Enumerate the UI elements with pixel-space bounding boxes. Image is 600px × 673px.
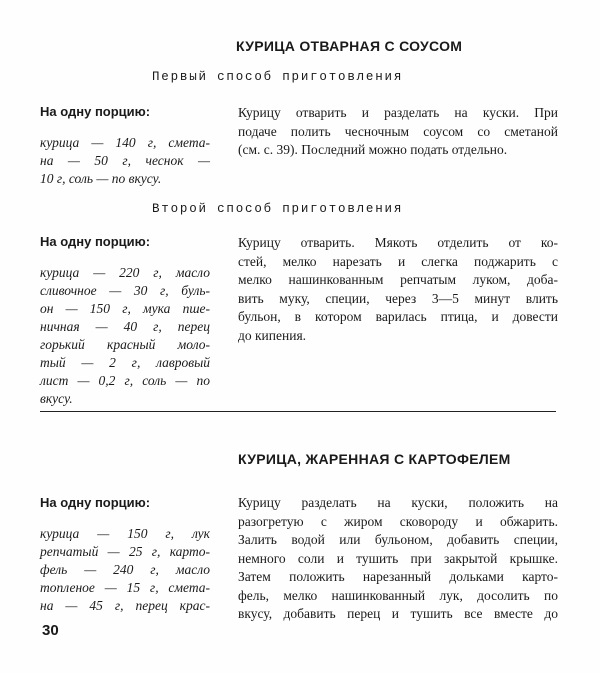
text-line: вить муку, специи, через 3—5 минут влить [238, 290, 558, 306]
recipe-title: КУРИЦА ОТВАРНАЯ С СОУСОМ [236, 38, 463, 54]
ingredient-line: на — 50 г, чеснок — [40, 153, 210, 168]
text-line: (см. с. 39). Последний можно подать отдельно. [238, 142, 508, 157]
ingredient-line: на — 45 г, перец крас- [40, 598, 210, 613]
text-line: немного соли и тушить при закрытой крышке. [238, 550, 558, 566]
ingredient-line: курица — 140 г, смета- [40, 135, 210, 150]
text-line: фель, мелко нашинкованный лук, досолить по [238, 587, 558, 603]
text-line: вкусу, добавить перец и тушить все вместе до [238, 606, 558, 621]
ingredients-list [40, 134, 210, 188]
recipe-title: КУРИЦА, ЖАРЕННАЯ С КАРТОФЕЛЕМ [238, 451, 511, 467]
portion-label: На одну порцию: [40, 104, 151, 119]
recipe-instructions [238, 104, 558, 160]
recipe-instructions [238, 234, 558, 345]
ingredient-line: ничная — 40 г, перец [40, 319, 210, 334]
ingredients-list [40, 525, 210, 615]
ingredient-line: курица — 220 г, масло [40, 265, 210, 280]
text-line: бульон, в котором варилась птица, и довести [238, 309, 558, 324]
ingredient-line: лист — 0,2 г, соль — по [40, 373, 210, 388]
ingredient-line: курица — 150 г, лук [40, 526, 210, 541]
ingredient-line: он — 150 г, мука пше- [40, 301, 210, 316]
ingredient-line: вкусу. [40, 391, 73, 406]
text-line: подаче полить чесночным соусом со сметаной [238, 123, 558, 139]
portion-label: На одну порцию: [40, 495, 151, 510]
text-line: Залить водой или бульоном, добавить специи, [238, 532, 558, 547]
text-line: стей, мелко нарезать и слегка поджарить с [238, 253, 558, 269]
ingredient-line: тый — 2 г, лавровый [40, 355, 210, 370]
text-line: разогретую с жиром сковороду и обжарить. [238, 513, 558, 529]
ingredient-line: горький красный моло- [40, 337, 210, 352]
method-heading: Второй способ приготовления [152, 202, 404, 216]
ingredient-line: фель — 240 г, масло [40, 562, 210, 577]
portion-label: На одну порцию: [40, 234, 151, 249]
ingredient-line: топленое — 15 г, смета- [40, 580, 210, 595]
ingredient-line: сливочное — 30 г, буль- [40, 283, 210, 298]
text-line: до кипения. [238, 327, 307, 343]
recipe-instructions [238, 494, 558, 624]
ingredient-line: 10 г, соль — по вкусу. [40, 171, 162, 186]
text-line: мелко нашинкованным репчатым луком, добa- [238, 272, 558, 287]
text-line: Курицу отварить. Мякоть отделить от ко- [238, 235, 558, 250]
section-divider [40, 411, 556, 412]
page-number: 30 [42, 622, 59, 639]
ingredients-list [40, 264, 210, 408]
method-heading: Первый способ приготовления [152, 70, 404, 84]
text-line: Курицу разделать на куски, положить на [238, 495, 558, 510]
text-line: Курицу отварить и разделать на куски. При [238, 105, 558, 120]
text-line: Затем положить нарезанный дольками карто- [238, 569, 558, 584]
ingredient-line: репчатый — 25 г, карто- [40, 544, 210, 559]
